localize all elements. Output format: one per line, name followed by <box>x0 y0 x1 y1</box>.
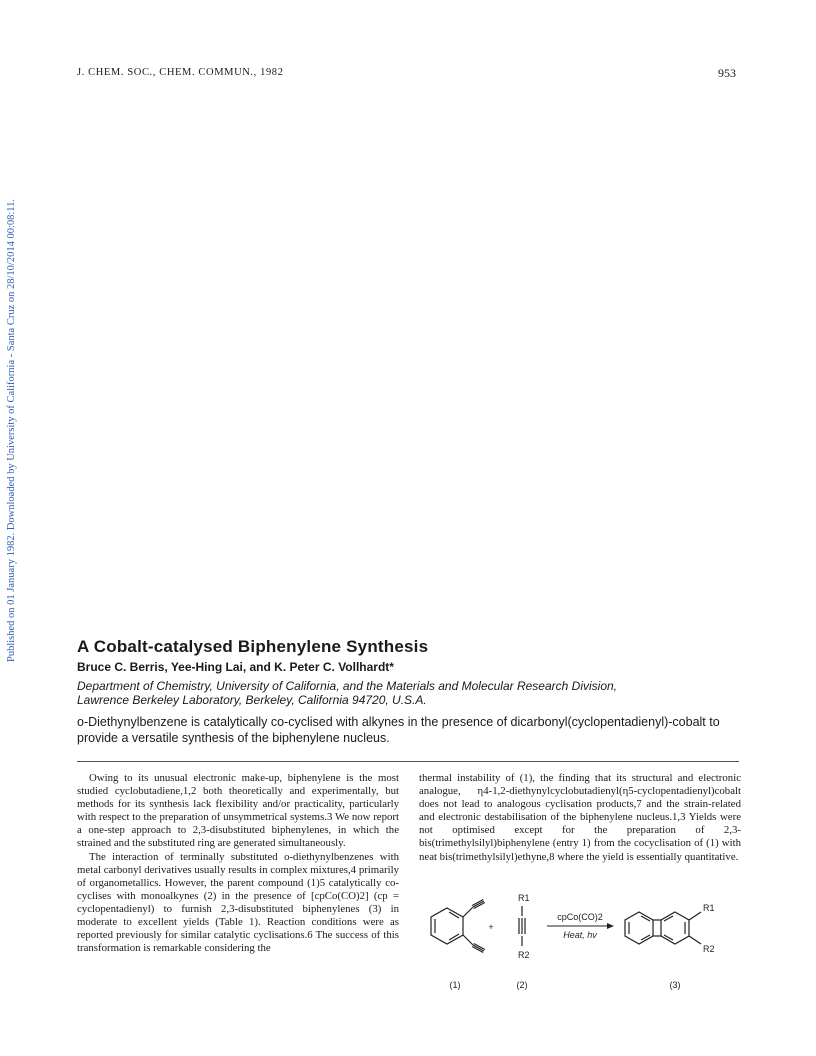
reaction-arrow <box>547 923 614 929</box>
body-paragraph-2: The interaction of terminally substituted o-diethynylbenzenes with metal carbonyl derivatives usually results in complex mixtures,4 primarily of organometallics. However, the parent compound (1)5 catalytically co-cyclises with monoalkynes (2) in the presence of [cpCo(CO)2] (cp = cyclopentadienyl) to furnish 2,3-disubstituted biphenylenes (3) in moderate to excellent yields (Table 1). Reaction conditions were as reported previously for similar catalytic cyclisations.6 The success of this transformation is remarkable considering the <box>77 850 399 955</box>
download-watermark: Published on 01 January 1982. Downloaded by University of California - Santa Cruz on 28/10/2014 00:08:11. <box>6 198 17 662</box>
catalyst-label: cpCo(CO)2 <box>557 912 603 922</box>
right-column <box>419 772 741 864</box>
article-title: A Cobalt-catalysed Biphenylene Synthesis <box>77 637 429 656</box>
body-paragraph-1: Owing to its unusual electronic make-up, biphenylene is the most studied cyclobutadiene,1,2 both theoretically and experimentally, but methods for its synthesis lack flexibility and/or practicality, particularly with respect to the preparation of unsymmetrical systems.3 We now report a one-step approach to 2,3-disubstituted biphenylenes, in which the strained and the substituted ring are generated simultaneously. <box>77 772 399 850</box>
conditions-label: Heat, hν <box>563 930 597 940</box>
substituent-r1: R1 <box>518 893 530 903</box>
body-paragraph-3: thermal instability of (1), the finding that its structural and electronic analogue, η4-1,2-diethynylcyclobutadienyl(η5-cyclopentadienyl)cobalt does not lead to analogous cyclisation products,7 and the strain-related and electronic destabilisation of the biphenylene nucleus.1,3 Yields were not optimised except for the preparation of 2,3-bis(trimethylsilyl)biphenylene (entry 1) from the cocyclisation of (1) with neat bis(trimethylsilyl)ethyne,8 where the yield is essentially quantitative. <box>419 772 741 863</box>
structure-3-biphenylene <box>625 912 701 944</box>
affiliation-line-2: Lawrence Berkeley Laboratory, Berkeley, California 94720, U.S.A. <box>77 693 427 707</box>
plus-sign: + <box>488 922 494 932</box>
structure-2-alkyne <box>519 906 525 946</box>
structure-1-diethynylbenzene <box>431 900 485 953</box>
reaction-scheme <box>419 888 749 996</box>
affiliation <box>77 679 757 707</box>
product-substituent-r1: R1 <box>703 903 715 913</box>
substituent-r2: R2 <box>518 950 530 960</box>
article-authors: Bruce C. Berris, Yee-Hing Lai, and K. Peter C. Vollhardt* <box>77 660 394 674</box>
left-column <box>77 772 399 955</box>
abstract: o-Diethynylbenzene is catalytically co-cyclised with alkynes in the presence of dicarbonyl(cyclopentadienyl)-cobalt to provide a versatile synthesis of the biphenylene nucleus. <box>77 715 720 745</box>
product-substituent-r2: R2 <box>703 944 715 954</box>
compound-label-1: (1) <box>449 980 461 990</box>
section-divider <box>77 761 739 762</box>
affiliation-line-1: Department of Chemistry, University of California, and the Materials and Molecular Research Division, <box>77 679 617 693</box>
journal-header: J. CHEM. SOC., CHEM. COMMUN., 1982 <box>77 67 284 78</box>
compound-label-3: (3) <box>669 980 681 990</box>
compound-label-2: (2) <box>516 980 528 990</box>
page-number: 953 <box>718 66 736 80</box>
